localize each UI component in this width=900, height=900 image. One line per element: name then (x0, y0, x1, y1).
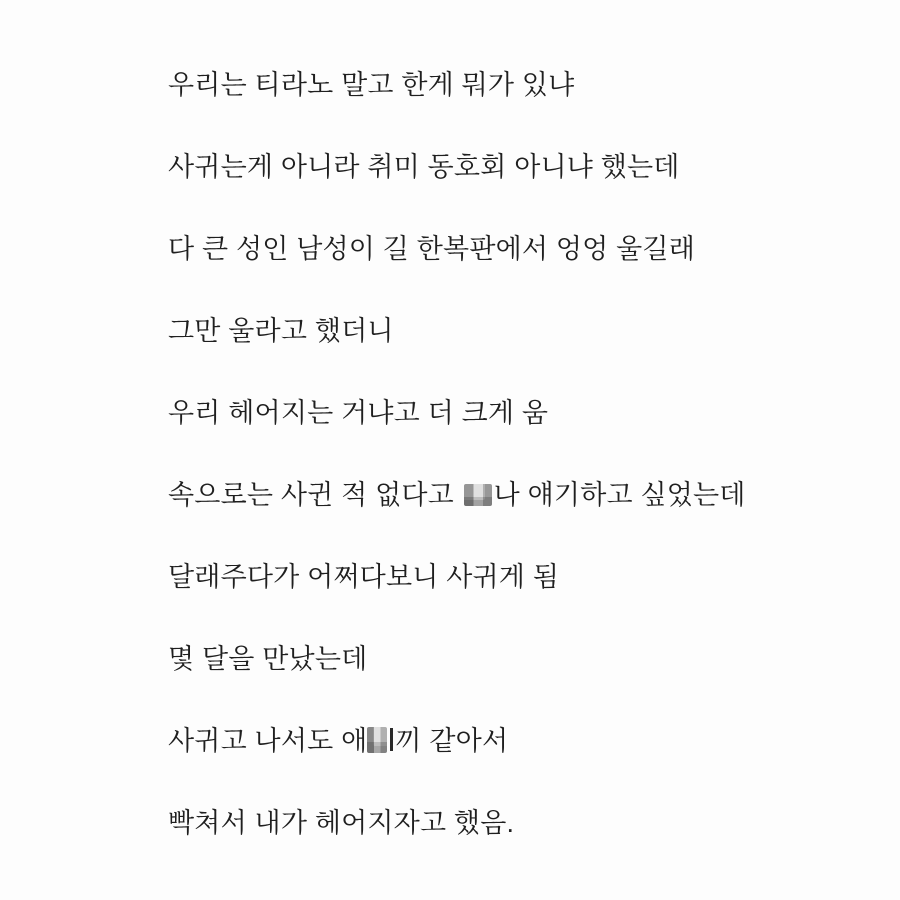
censor-mosaic-block (367, 727, 387, 753)
text-line-2: 사귀는게 아니라 취미 동호회 아니냐 했는데 (168, 152, 680, 182)
text-line-9 (168, 724, 840, 758)
text-line-6-post: 나 얘기하고 싶었는데 (493, 480, 746, 510)
text-line-4: 그만 울라고 했더니 (168, 316, 394, 346)
text-line-6 (168, 478, 840, 512)
text-line-1: 우리는 티라노 말고 한게 뭐가 있냐 (168, 70, 575, 100)
text-line-9-post: 끼 같아서 (395, 726, 509, 756)
text-line-7: 달래주다가 어쩌다보니 사귀게 됨 (168, 562, 560, 592)
censor-mosaic-block (464, 484, 492, 506)
text-line-8: 몇 달을 만났는데 (168, 644, 368, 674)
text-line-6-pre: 속으로는 사귄 적 없다고 (168, 480, 462, 510)
text-line-9-pre: 사귀고 나서도 애 (168, 726, 368, 756)
text-line-5: 우리 헤어지는 거냐고 더 크게 움 (168, 398, 549, 428)
text-line-3: 다 큰 성인 남성이 길 한복판에서 엉엉 울길래 (168, 234, 695, 264)
text-line-10: 빡쳐서 내가 헤어지자고 했음. (168, 808, 515, 838)
